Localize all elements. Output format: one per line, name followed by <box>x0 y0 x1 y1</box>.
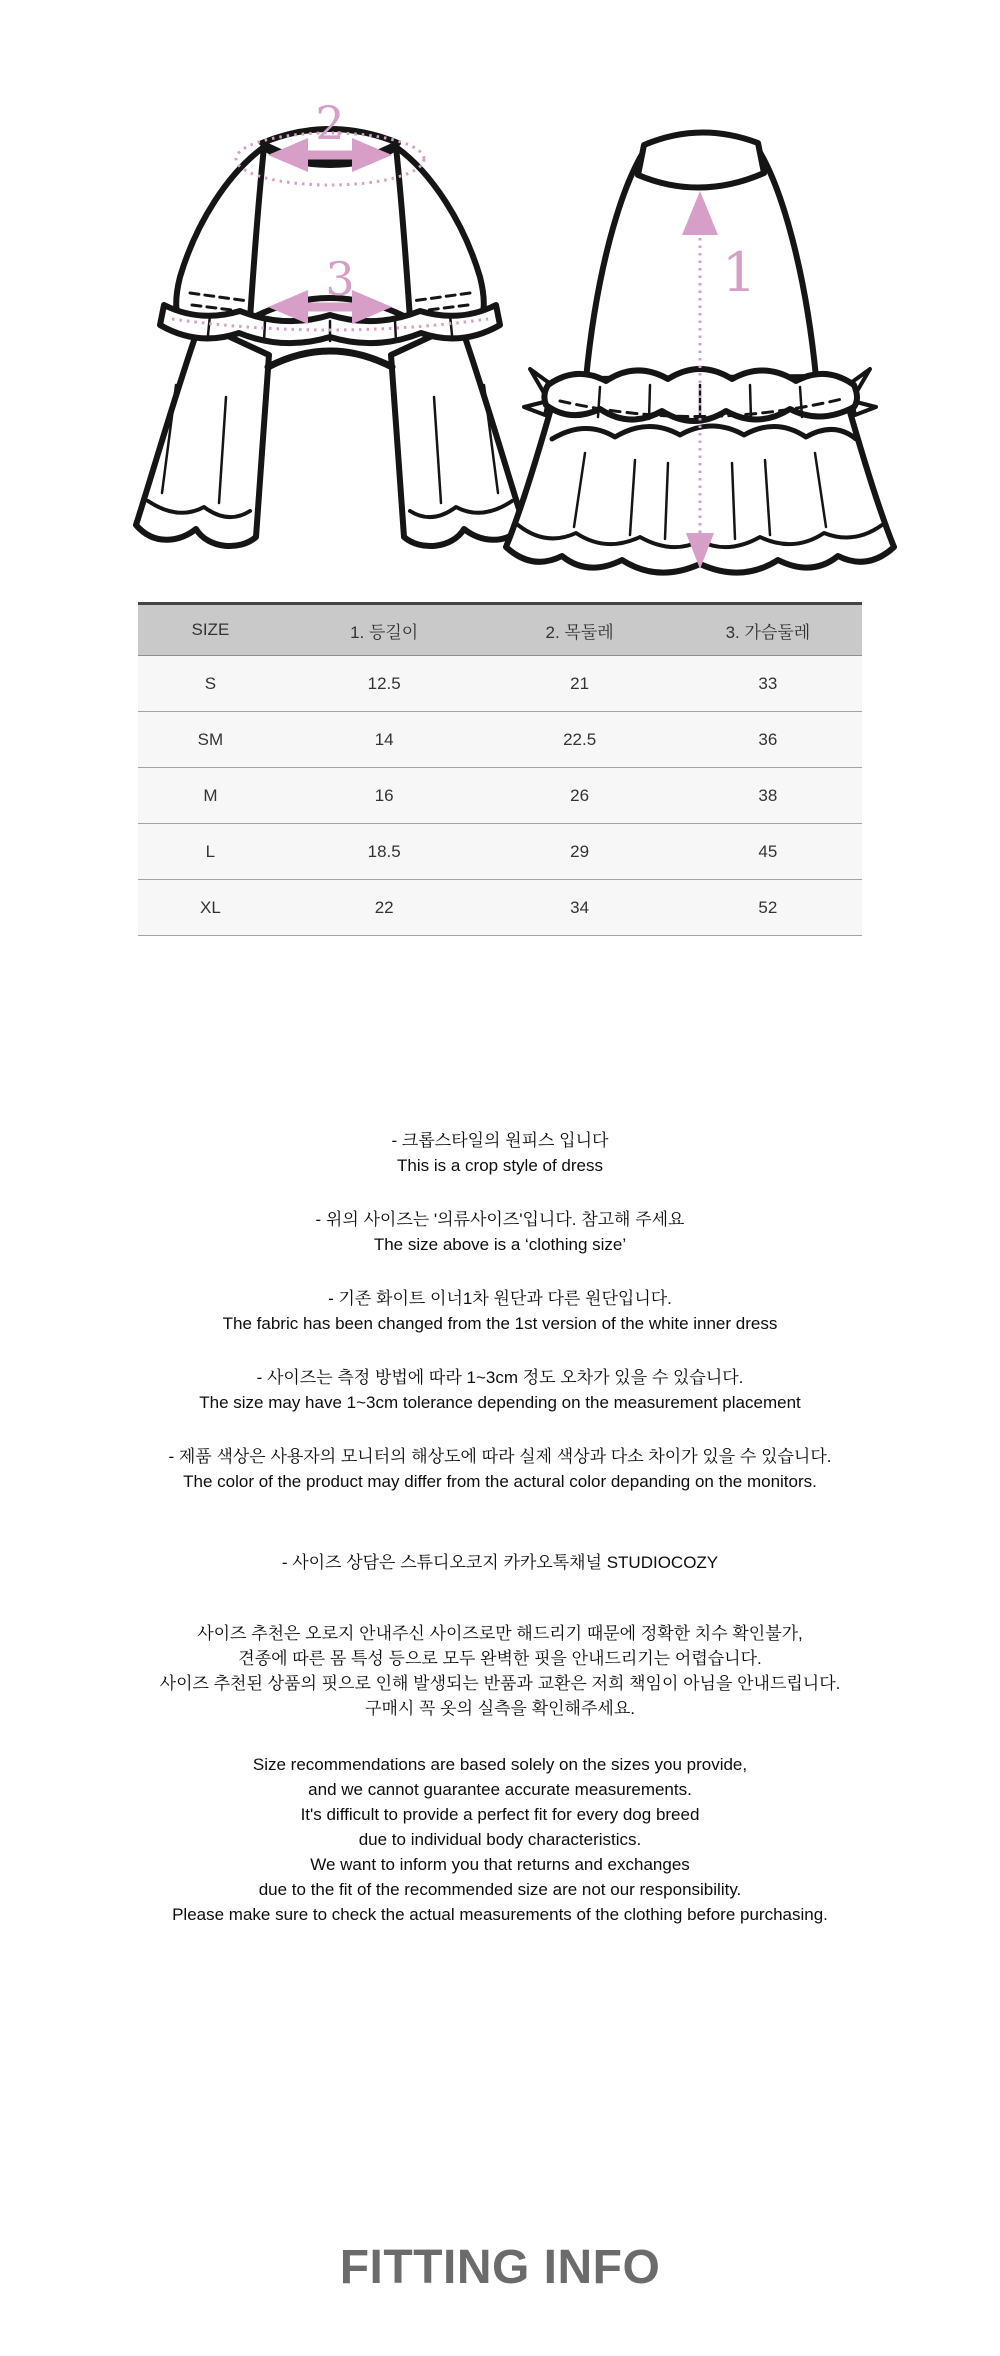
cell-chest-girth: 45 <box>674 824 862 880</box>
note-line: - 제품 색상은 사용자의 모니터의 해상도에 따라 실제 색상과 다소 차이가 있을 수 있습니다. <box>168 1447 832 1466</box>
cell-neck-girth: 21 <box>486 656 674 712</box>
cell-neck-girth: 22.5 <box>486 712 674 768</box>
cell-back-length: 18.5 <box>283 824 486 880</box>
cell-size: S <box>138 656 283 712</box>
table-row-l <box>138 824 862 880</box>
dress-illustration <box>0 55 1000 595</box>
cell-chest-girth: 33 <box>674 656 862 712</box>
note-line: 견종에 따른 몸 특성 등으로 모두 완벽한 핏을 안내드리기는 어렵습니다. <box>238 1649 762 1668</box>
table-row-xl <box>138 880 862 936</box>
note-group-kakao-channel <box>0 1550 1000 1575</box>
cell-size: L <box>138 824 283 880</box>
note-group-fabric <box>0 1286 1000 1336</box>
cell-size: SM <box>138 712 283 768</box>
note-line: due to the fit of the recommended size are not our responsibility. <box>258 1880 742 1899</box>
cell-chest-girth: 38 <box>674 768 862 824</box>
note-line: The fabric has been changed from the 1st version of the white inner dress <box>222 1314 778 1333</box>
note-line: It's difficult to provide a perfect fit for every dog breed <box>300 1805 700 1824</box>
back-length-label: 1 <box>722 241 757 304</box>
cell-chest-girth: 36 <box>674 712 862 768</box>
chest-measure-label: 3 <box>325 252 355 306</box>
note-line: - 위의 사이즈는 '의류사이즈'입니다. 참고해 주세요 <box>315 1210 685 1229</box>
note-line: 사이즈 추천은 오로지 안내주신 사이즈로만 해드리기 때문에 정확한 치수 확인불가, <box>197 1624 803 1643</box>
size-table-header-row <box>138 604 862 656</box>
note-line: This is a crop style of dress <box>397 1156 603 1175</box>
note-line: 사이즈 추천된 상품의 핏으로 인해 발생되는 반품과 교환은 저희 책임이 아님을 안내드립니다. <box>159 1674 841 1693</box>
cell-chest-girth: 52 <box>674 880 862 936</box>
note-line: - 사이즈는 측정 방법에 따라 1~3cm 정도 오차가 있을 수 있습니다. <box>256 1368 744 1387</box>
dress-front-illustration <box>136 129 524 546</box>
product-notes-section <box>0 1128 1000 1956</box>
note-line: The size may have 1~3cm tolerance depending on the measurement placement <box>199 1393 801 1412</box>
cell-size: XL <box>138 880 283 936</box>
note-line: The size above is a ‘clothing size’ <box>373 1235 627 1254</box>
note-line: - 크롭스타일의 원피스 입니다 <box>391 1131 609 1150</box>
note-line: - 사이즈 상담은 스튜디오코지 카카오톡채널 STUDIOCOZY <box>281 1553 719 1572</box>
note-line: and we cannot guarantee accurate measurements. <box>308 1780 692 1799</box>
cell-neck-girth: 34 <box>486 880 674 936</box>
cell-back-length: 14 <box>283 712 486 768</box>
note-group-size-recommendation-en <box>0 1752 1000 1927</box>
note-group-color <box>0 1444 1000 1494</box>
note-line: Size recommendations are based solely on the sizes you provide, <box>252 1755 748 1774</box>
note-line: 구매시 꼭 옷의 실측을 확인해주세요. <box>365 1699 635 1718</box>
note-group-size-recommendation-ko <box>0 1621 1000 1721</box>
col-header-chest-girth: 3. 가슴둘레 <box>674 604 862 656</box>
size-table <box>138 602 862 936</box>
note-line: Please make sure to check the actual measurements of the clothing before purchasing. <box>172 1905 828 1924</box>
note-line: due to individual body characteristics. <box>358 1830 642 1849</box>
cell-back-length: 12.5 <box>283 656 486 712</box>
note-group-tolerance <box>0 1365 1000 1415</box>
page-title: FITTING INFO <box>339 2241 661 2294</box>
neck-measure-label: 2 <box>315 96 345 150</box>
table-row-m <box>138 768 862 824</box>
table-row-s <box>138 656 862 712</box>
note-line: The color of the product may differ from the actural color depanding on the monitors. <box>183 1472 817 1491</box>
col-header-neck-girth: 2. 목둘레 <box>486 604 674 656</box>
col-header-back-length: 1. 등길이 <box>283 604 486 656</box>
note-group-crop-style <box>0 1128 1000 1178</box>
note-line: - 기존 화이트 이너1차 원단과 다른 원단입니다. <box>328 1289 672 1308</box>
col-header-size: SIZE <box>138 604 283 656</box>
cell-neck-girth: 26 <box>486 768 674 824</box>
cell-neck-girth: 29 <box>486 824 674 880</box>
cell-size: M <box>138 768 283 824</box>
table-row-sm <box>138 712 862 768</box>
cell-back-length: 22 <box>283 880 486 936</box>
note-group-clothing-size <box>0 1207 1000 1257</box>
cell-back-length: 16 <box>283 768 486 824</box>
note-line: We want to inform you that returns and exchanges <box>310 1855 690 1874</box>
